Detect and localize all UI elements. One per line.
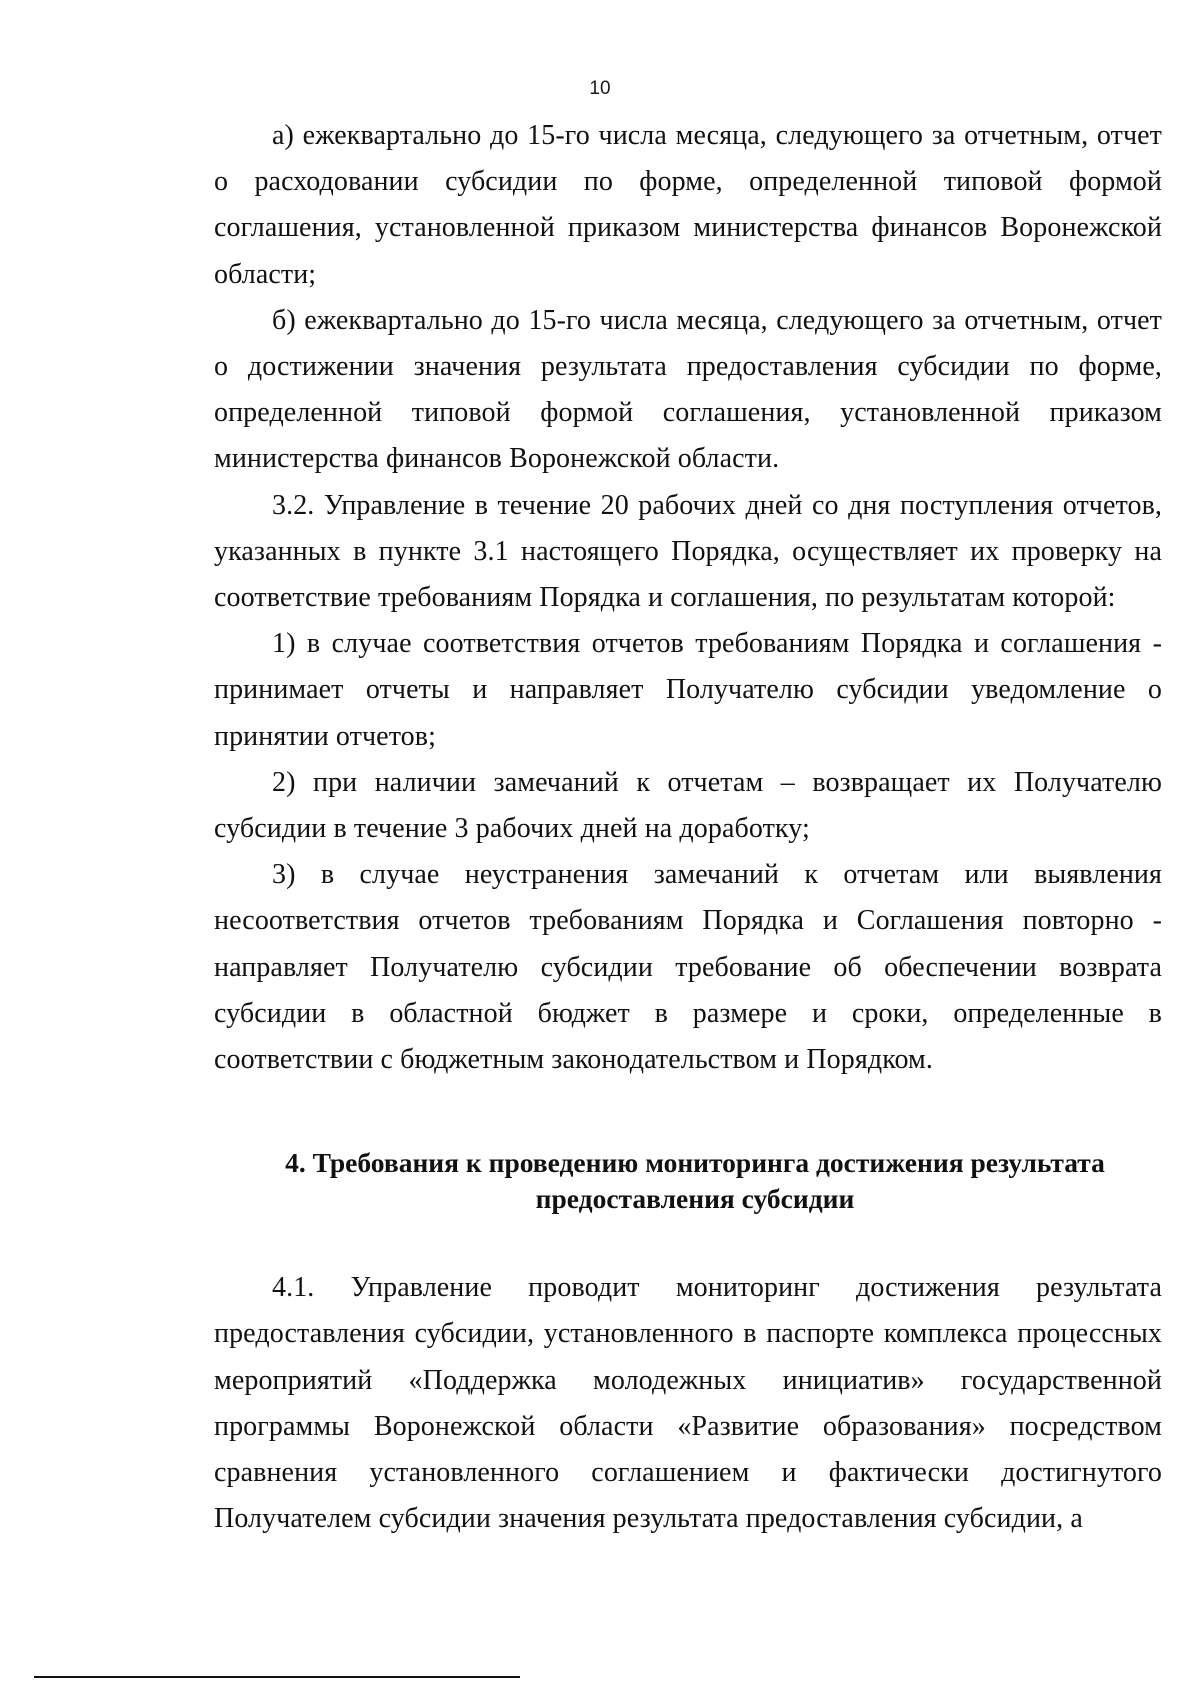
section-heading-line-1: 4. Требования к проведению мониторинга достижения результата [285, 1147, 1105, 1179]
footnote-divider [34, 1676, 520, 1678]
document-body [214, 113, 1162, 1542]
section-heading-line-2: предоставления субсидии [535, 1183, 855, 1215]
paragraph-b-result-report: б) ежеквартально до 15-го числа месяца, следующего за отчетным, отчет о достижении значения результата предоставления субсидии по форме, определенной типовой формой соглашения, установленной приказом министерства финансов Воронежской области. [214, 304, 1162, 475]
paragraph-item-1-accept: 1) в случае соответствия отчетов требованиям Порядка и соглашения - принимает отчеты и направляет Получателю субсидии уведомление о принятии отчетов; [214, 628, 1162, 752]
paragraph-a-spending-report: а) ежеквартально до 15-го числа месяца, следующего за отчетным, отчет о расходовании субсидии по форме, определенной типовой формой соглашения, установленной приказом министерства финансов Воронежской области; [214, 120, 1162, 290]
paragraph-item-3-refund-demand: 3) в случае неустранения замечаний к отчетам или выявления несоответствия отчетов требованиям Порядка и Соглашения повторно - направляет Получателю субсидии требование об обеспечении возврата субсидии в областной бюджет в размере и сроки, определенные в соответствии с бюджетным законодательством и Порядком. [214, 859, 1162, 1076]
paragraph-3-2-report-review: 3.2. Управление в течение 20 рабочих дней со дня поступления отчетов, указанных в пункте 3.1 настоящего Порядка, осуществляет их проверку на соответствие требованиям Порядка и соглашения, по результатам которой: [214, 489, 1162, 614]
page-number: 10 [589, 78, 611, 99]
paragraph-item-2-return: 2) при наличии замечаний к отчетам – возвращает их Получателю субсидии в течение 3 рабочих дней на доработку; [214, 766, 1162, 845]
paragraph-4-1-monitoring: 4.1. Управление проводит мониторинг достижения результата предоставления субсидии, установленного в паспорте комплекса процессных мероприятий «Поддержка молодежных инициатив» государственной программы Воронежской области «Развитие образования» посредством сравнения установленного соглашением и фактически достигнутого Получателем субсидии значения результата предоставления субсидии, а [214, 1272, 1162, 1535]
section-heading [214, 1145, 1162, 1217]
